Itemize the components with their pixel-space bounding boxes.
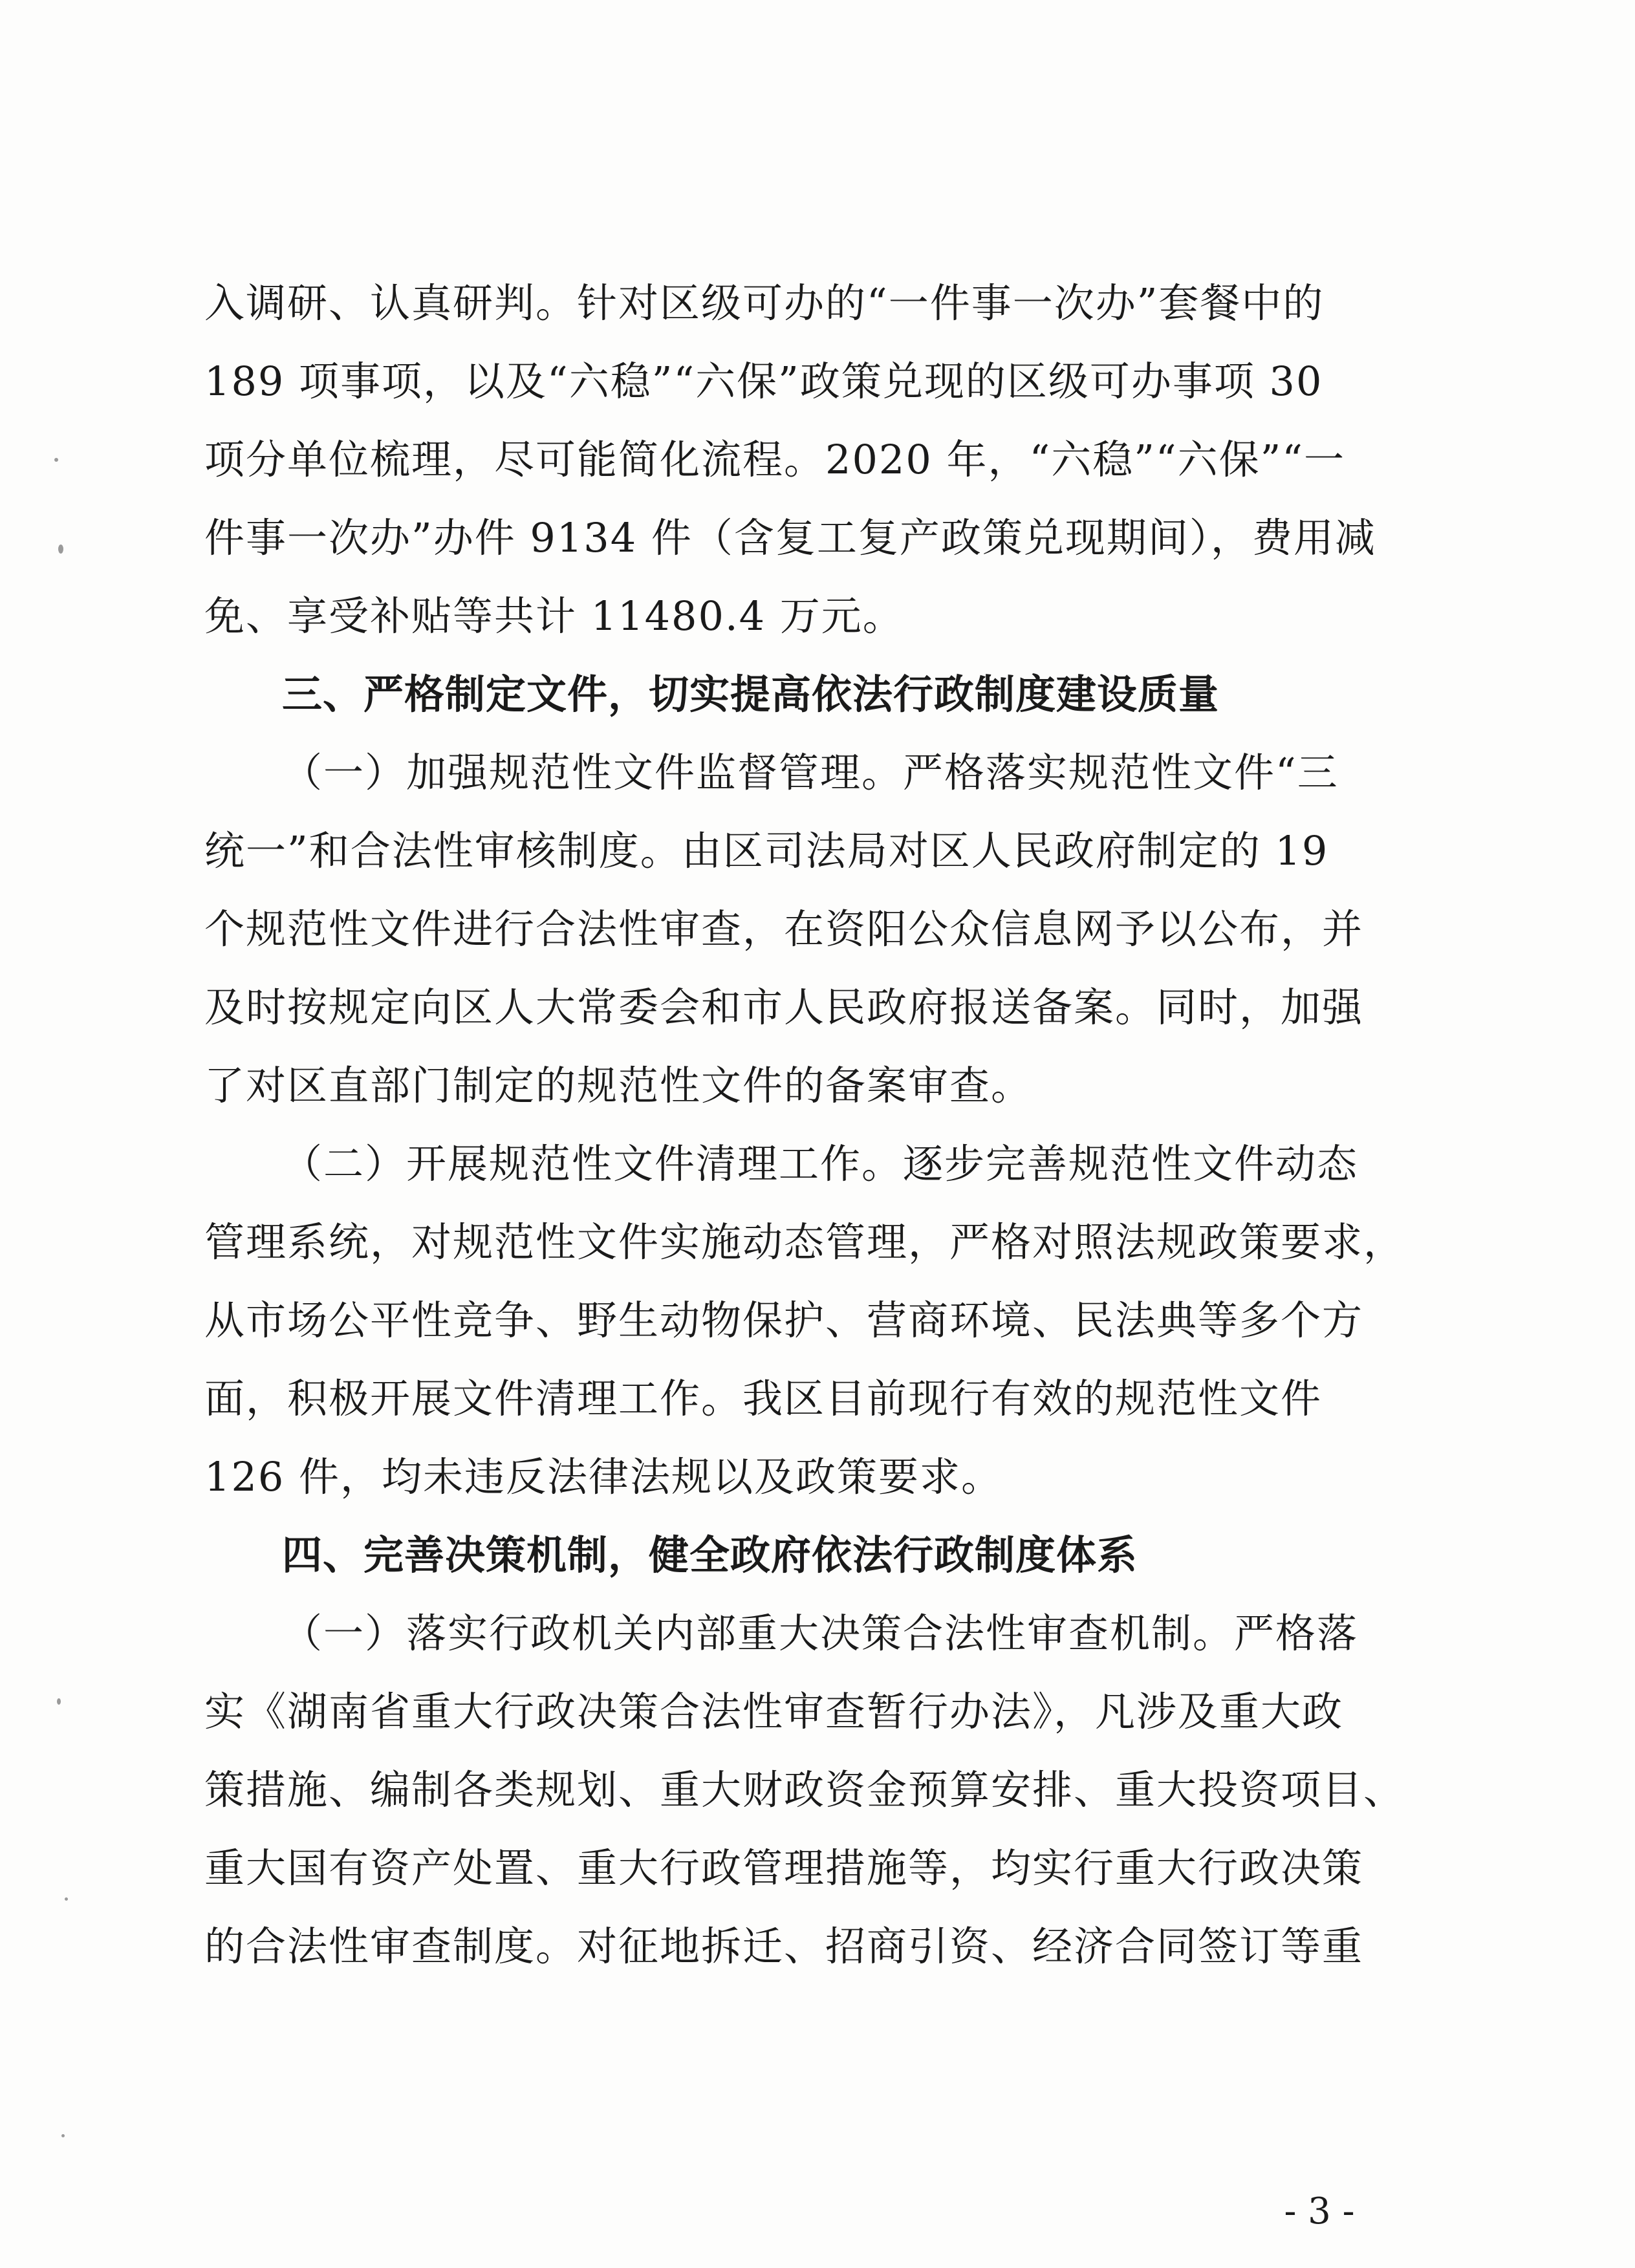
body-line-2: 189 项事项，以及“六稳”“六保”政策兑现的区级可办事项 30	[204, 358, 1323, 405]
section-heading-4: 四、完善决策机制，健全政府依法行政制度体系	[282, 1531, 1138, 1579]
body-line-9: 个规范性文件进行合法性审查，在资阳公众信息网予以公布，并	[204, 905, 1364, 953]
page-number: - 3 -	[1284, 2190, 1355, 2232]
section-heading-3: 三、严格制定文件，切实提高依法行政制度建设质量	[282, 671, 1220, 718]
body-line-11: 了对区直部门制定的规范性文件的备案审查。	[204, 1062, 1033, 1109]
scan-speck	[54, 458, 58, 462]
body-line-3: 项分单位梳理，尽可能简化流程。2020 年，“六稳”“六保”“一	[204, 436, 1345, 483]
scan-speck	[61, 2134, 65, 2137]
body-line-14: 从市场公平性竞争、野生动物保护、营商环境、民法典等多个方	[204, 1297, 1364, 1344]
body-line-10: 及时按规定向区人大常委会和市人民政府报送备案。同时，加强	[204, 984, 1364, 1031]
body-line-4: 件事一次办”办件 9134 件（含复工复产政策兑现期间），费用减	[204, 514, 1376, 561]
scan-speck	[58, 545, 63, 554]
subsection-2-line-1: （二）开展规范性文件清理工作。逐步完善规范性文件动态	[282, 1140, 1359, 1187]
subsection-1-line-1: （一）加强规范性文件监督管理。严格落实规范性文件“三	[282, 749, 1339, 796]
scan-speck	[65, 1897, 68, 1901]
body-line-1: 入调研、认真研判。针对区级可办的“一件事一次办”套餐中的	[204, 279, 1325, 327]
body-line-5: 免、享受补贴等共计 11480.4 万元。	[204, 592, 904, 640]
scan-speck	[57, 1698, 61, 1705]
subsection-4-1-line-1: （一）落实行政机关内部重大决策合法性审查机制。严格落	[282, 1610, 1359, 1657]
body-line-20: 策措施、编制各类规划、重大财政资金预算安排、重大投资项目、	[204, 1766, 1405, 1813]
body-line-16: 126 件，均未违反法律法规以及政策要求。	[204, 1453, 1003, 1500]
body-line-13: 管理系统，对规范性文件实施动态管理，严格对照法规政策要求，	[204, 1218, 1405, 1266]
body-line-19: 实《湖南省重大行政决策合法性审查暂行办法》，凡涉及重大政	[204, 1688, 1344, 1735]
body-line-8: 统一”和合法性审核制度。由区司法局对区人民政府制定的 19	[204, 827, 1329, 874]
body-line-22: 的合法性审查制度。对征地拆迁、招商引资、经济合同签订等重	[204, 1923, 1364, 1970]
body-line-21: 重大国有资产处置、重大行政管理措施等，均实行重大行政决策	[204, 1844, 1364, 1892]
body-line-15: 面，积极开展文件清理工作。我区目前现行有效的规范性文件	[204, 1375, 1323, 1422]
